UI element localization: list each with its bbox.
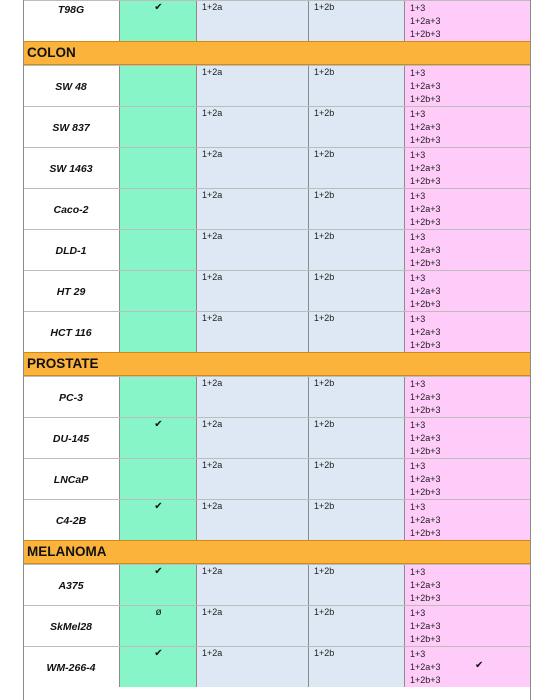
combo-2a-cell [196,107,308,147]
triple-combo-cell [404,377,531,417]
section-title: COLON [27,45,76,60]
cell-line-name: T98G [57,4,85,16]
check-mark-icon: ✔ [154,648,163,659]
combo-2b-cell [308,1,404,41]
check-cell [119,312,196,352]
combo-2b-cell [308,230,404,270]
check-cell [119,377,196,417]
triple-combo-item: 1+2a+3 [410,326,441,337]
triple-combo-item: 1+2b+3 [410,404,441,415]
triple-combo-list [410,190,441,228]
combo-2b-label: 1+2b [314,460,335,470]
cell-line-name: LNCaP [53,474,89,486]
combo-2b-label: 1+2b [314,231,335,241]
triple-combo-item: 1+2a+3 [410,620,441,631]
check-cell [119,418,196,458]
triple-combo-list [410,501,441,539]
triple-combo-list [410,231,441,269]
combo-2b-label: 1+2b [314,378,335,388]
triple-combo-item: 1+2a+3 [410,473,441,484]
combo-2b-label: 1+2b [314,67,335,77]
triple-combo-item: 1+3 [410,379,426,389]
combo-2b-cell [308,66,404,106]
table-row [23,646,531,687]
table-row [23,229,531,270]
table-row [23,147,531,188]
combo-2a-label: 1+2a [202,419,223,429]
triple-combo-cell [404,230,531,270]
triple-combo-item: 1+2a+3 [410,121,441,132]
combo-2a-label: 1+2a [202,460,223,470]
triple-combo-cell [404,66,531,106]
combo-2b-cell [308,459,404,499]
cell-line-name: C4-2B [55,515,87,527]
triple-combo-cell [404,418,531,458]
combo-2a-label: 1+2a [202,231,223,241]
cell-line-name-cell [23,565,119,605]
check-cell [119,66,196,106]
triple-combo-item: 1+3 [410,461,426,471]
combo-2a-label: 1+2a [202,566,223,576]
check-cell [119,565,196,605]
combo-2a-label: 1+2a [202,272,223,282]
check-mark-icon: ✔ [154,2,163,13]
combo-2b-cell [308,647,404,687]
triple-combo-item: 1+3 [410,3,426,13]
cell-line-name-cell [23,312,119,352]
combo-2b-cell [308,148,404,188]
cell-line-name: HT 29 [56,286,86,298]
combo-2b-label: 1+2b [314,607,335,617]
triple-combo-item: 1+2b+3 [410,134,441,145]
triple-combo-item: 1+2b+3 [410,175,441,186]
triple-combo-list [410,607,441,645]
triple-combo-list [410,313,441,351]
combo-2a-cell [196,377,308,417]
check-mark-icon: ✔ [154,501,163,512]
cell-line-name-cell [23,148,119,188]
cell-line-table [23,0,531,687]
triple-combo-list [410,2,441,40]
combo-2a-label: 1+2a [202,378,223,388]
cell-line-name-cell [23,66,119,106]
cell-line-name: SW 48 [55,81,87,93]
combo-2a-cell [196,500,308,540]
table-row [23,270,531,311]
combo-2a-label: 1+2a [202,67,223,77]
triple-combo-item: 1+3 [410,232,426,242]
check-cell [119,230,196,270]
combo-2b-cell [308,377,404,417]
check-cell [119,500,196,540]
combo-2a-cell [196,230,308,270]
combo-2a-cell [196,1,308,41]
combo-2b-cell [308,606,404,646]
combo-2a-label: 1+2a [202,607,223,617]
cell-line-name-cell [23,107,119,147]
combo-2b-label: 1+2b [314,648,335,658]
section-header [23,352,531,376]
triple-combo-cell [404,189,531,229]
combo-2b-label: 1+2b [314,313,335,323]
combo-2a-cell [196,148,308,188]
check-mark-icon: ✔ [154,566,163,577]
section-header [23,41,531,65]
cell-line-name: A375 [58,580,84,592]
combo-2a-label: 1+2a [202,648,223,658]
table-row [23,499,531,540]
combo-2a-cell [196,459,308,499]
triple-combo-item: 1+2a+3 [410,432,441,443]
combo-2b-label: 1+2b [314,2,335,12]
combo-2b-label: 1+2b [314,419,335,429]
triple-combo-list [410,67,441,105]
combo-2a-cell [196,565,308,605]
cell-line-name: SkMel28 [49,621,93,633]
triple-combo-item: 1+2a+3 [410,203,441,214]
triple-combo-item: 1+2a+3 [410,285,441,296]
table-row [23,605,531,646]
triple-combo-item: 1+2b+3 [410,633,441,644]
combo-2b-label: 1+2b [314,190,335,200]
cell-line-name: HCT 116 [50,327,92,339]
cell-line-name-cell [23,1,119,41]
section-title: PROSTATE [27,356,99,371]
table-row [23,311,531,352]
table-row [23,458,531,499]
triple-combo-item: 1+2b+3 [410,592,441,603]
check-mark-icon: ✔ [154,419,163,430]
cell-line-name-cell [23,459,119,499]
triple-combo-item: 1+2a+3 [410,514,441,525]
combo-2b-cell [308,500,404,540]
triple-combo-list [410,460,441,498]
combo-2b-label: 1+2b [314,108,335,118]
triple-combo-item: 1+3 [410,68,426,78]
triple-combo-item: 1+2b+3 [410,339,441,350]
triple-combo-cell [404,459,531,499]
table-row [23,65,531,106]
combo-2a-cell [196,312,308,352]
check-cell [119,459,196,499]
combo-2b-label: 1+2b [314,272,335,282]
table-row [23,564,531,605]
check-cell [119,647,196,687]
combo-2b-cell [308,189,404,229]
combo-2b-cell [308,565,404,605]
combo-2a-label: 1+2a [202,108,223,118]
triple-combo-item: 1+2a+3 [410,391,441,402]
cell-line-name-cell [23,189,119,229]
triple-combo-item: 1+2b+3 [410,445,441,456]
table-row [23,417,531,458]
combo-2a-cell [196,271,308,311]
cell-line-name-cell [23,271,119,311]
cell-line-name: DLD-1 [55,245,87,257]
section-title: MELANOMA [27,544,107,559]
check-cell [119,189,196,229]
combo-2b-label: 1+2b [314,566,335,576]
table-row [23,0,531,41]
triple-combo-list [410,378,441,416]
triple-combo-item: 1+3 [410,314,426,324]
triple-combo-item: 1+2b+3 [410,257,441,268]
combo-2a-cell [196,647,308,687]
triple-combo-list [410,566,441,604]
table-row [23,376,531,417]
combo-2a-cell [196,189,308,229]
cell-line-name-cell [23,500,119,540]
triple-combo-item: 1+2b+3 [410,527,441,538]
triple-combo-item: 1+2b+3 [410,298,441,309]
triple-combo-item: 1+3 [410,150,426,160]
cell-line-name: PC-3 [59,392,83,404]
triple-combo-item: 1+2a+3 [410,15,441,26]
check-cell [119,271,196,311]
combo-2b-cell [308,312,404,352]
triple-combo-item: 1+2b+3 [410,93,441,104]
triple-combo-item: 1+2b+3 [410,216,441,227]
triple-combo-item: 1+2b+3 [410,28,441,39]
triple-combo-item: 1+2b+3 [410,486,441,497]
triple-combo-cell [404,271,531,311]
cell-line-name-cell [23,647,119,687]
cell-line-name: SW 1463 [49,163,93,175]
triple-combo-cell [404,148,531,188]
combo-2b-cell [308,271,404,311]
triple-combo-cell [404,107,531,147]
check-cell [119,107,196,147]
triple-combo-item: 1+3 [410,109,426,119]
combo-2a-cell [196,418,308,458]
combo-2a-cell [196,606,308,646]
check-mark-icon: ø [155,607,162,618]
check-cell [119,1,196,41]
triple-combo-list [410,149,441,187]
triple-combo-item: 1+3 [410,608,426,618]
cell-line-name: SW 837 [52,122,90,134]
combo-2b-cell [308,418,404,458]
combo-2a-label: 1+2a [202,149,223,159]
triple-combo-cell [404,647,531,687]
combo-2b-cell [308,107,404,147]
cell-line-name: WM-266-4 [46,662,96,674]
triple-combo-item: 1+2a+3 [410,244,441,255]
cell-line-name-cell [23,418,119,458]
check-cell [119,606,196,646]
triple-combo-item: 1+3 [410,191,426,201]
triple-combo-cell [404,565,531,605]
triple-combo-cell [404,500,531,540]
triple-combo-item: 1+2a+3 [410,162,441,173]
cell-line-name: Caco-2 [53,204,89,216]
cell-line-name: DU-145 [52,433,90,445]
triple-combo-item: 1+2b+3 [410,674,441,685]
section-header [23,540,531,564]
triple-combo-cell [404,1,531,41]
triple-combo-list [410,419,441,457]
combo-2a-label: 1+2a [202,501,223,511]
triple-combo-item: 1+3 [410,502,426,512]
check-mark-icon: ✔ [475,660,484,671]
triple-combo-list [410,648,441,686]
combo-2a-label: 1+2a [202,313,223,323]
triple-combo-item: 1+3 [410,273,426,283]
triple-combo-item: 1+3 [410,567,426,577]
triple-combo-cell [404,606,531,646]
triple-combo-item: 1+2a+3 [410,579,441,590]
triple-combo-list [410,272,441,310]
combo-2a-label: 1+2a [202,2,223,12]
check-cell [119,148,196,188]
triple-combo-item: 1+3 [410,420,426,430]
table-row [23,188,531,229]
cell-line-name-cell [23,606,119,646]
combo-2b-label: 1+2b [314,501,335,511]
combo-2a-cell [196,66,308,106]
triple-combo-item: 1+2a+3 [410,80,441,91]
cell-line-name-cell [23,230,119,270]
cell-line-name-cell [23,377,119,417]
triple-combo-cell [404,312,531,352]
triple-combo-list [410,108,441,146]
combo-2b-label: 1+2b [314,149,335,159]
table-row [23,106,531,147]
combo-2a-label: 1+2a [202,190,223,200]
triple-combo-item: 1+2a+3 [410,661,441,672]
triple-combo-item: 1+3 [410,649,426,659]
